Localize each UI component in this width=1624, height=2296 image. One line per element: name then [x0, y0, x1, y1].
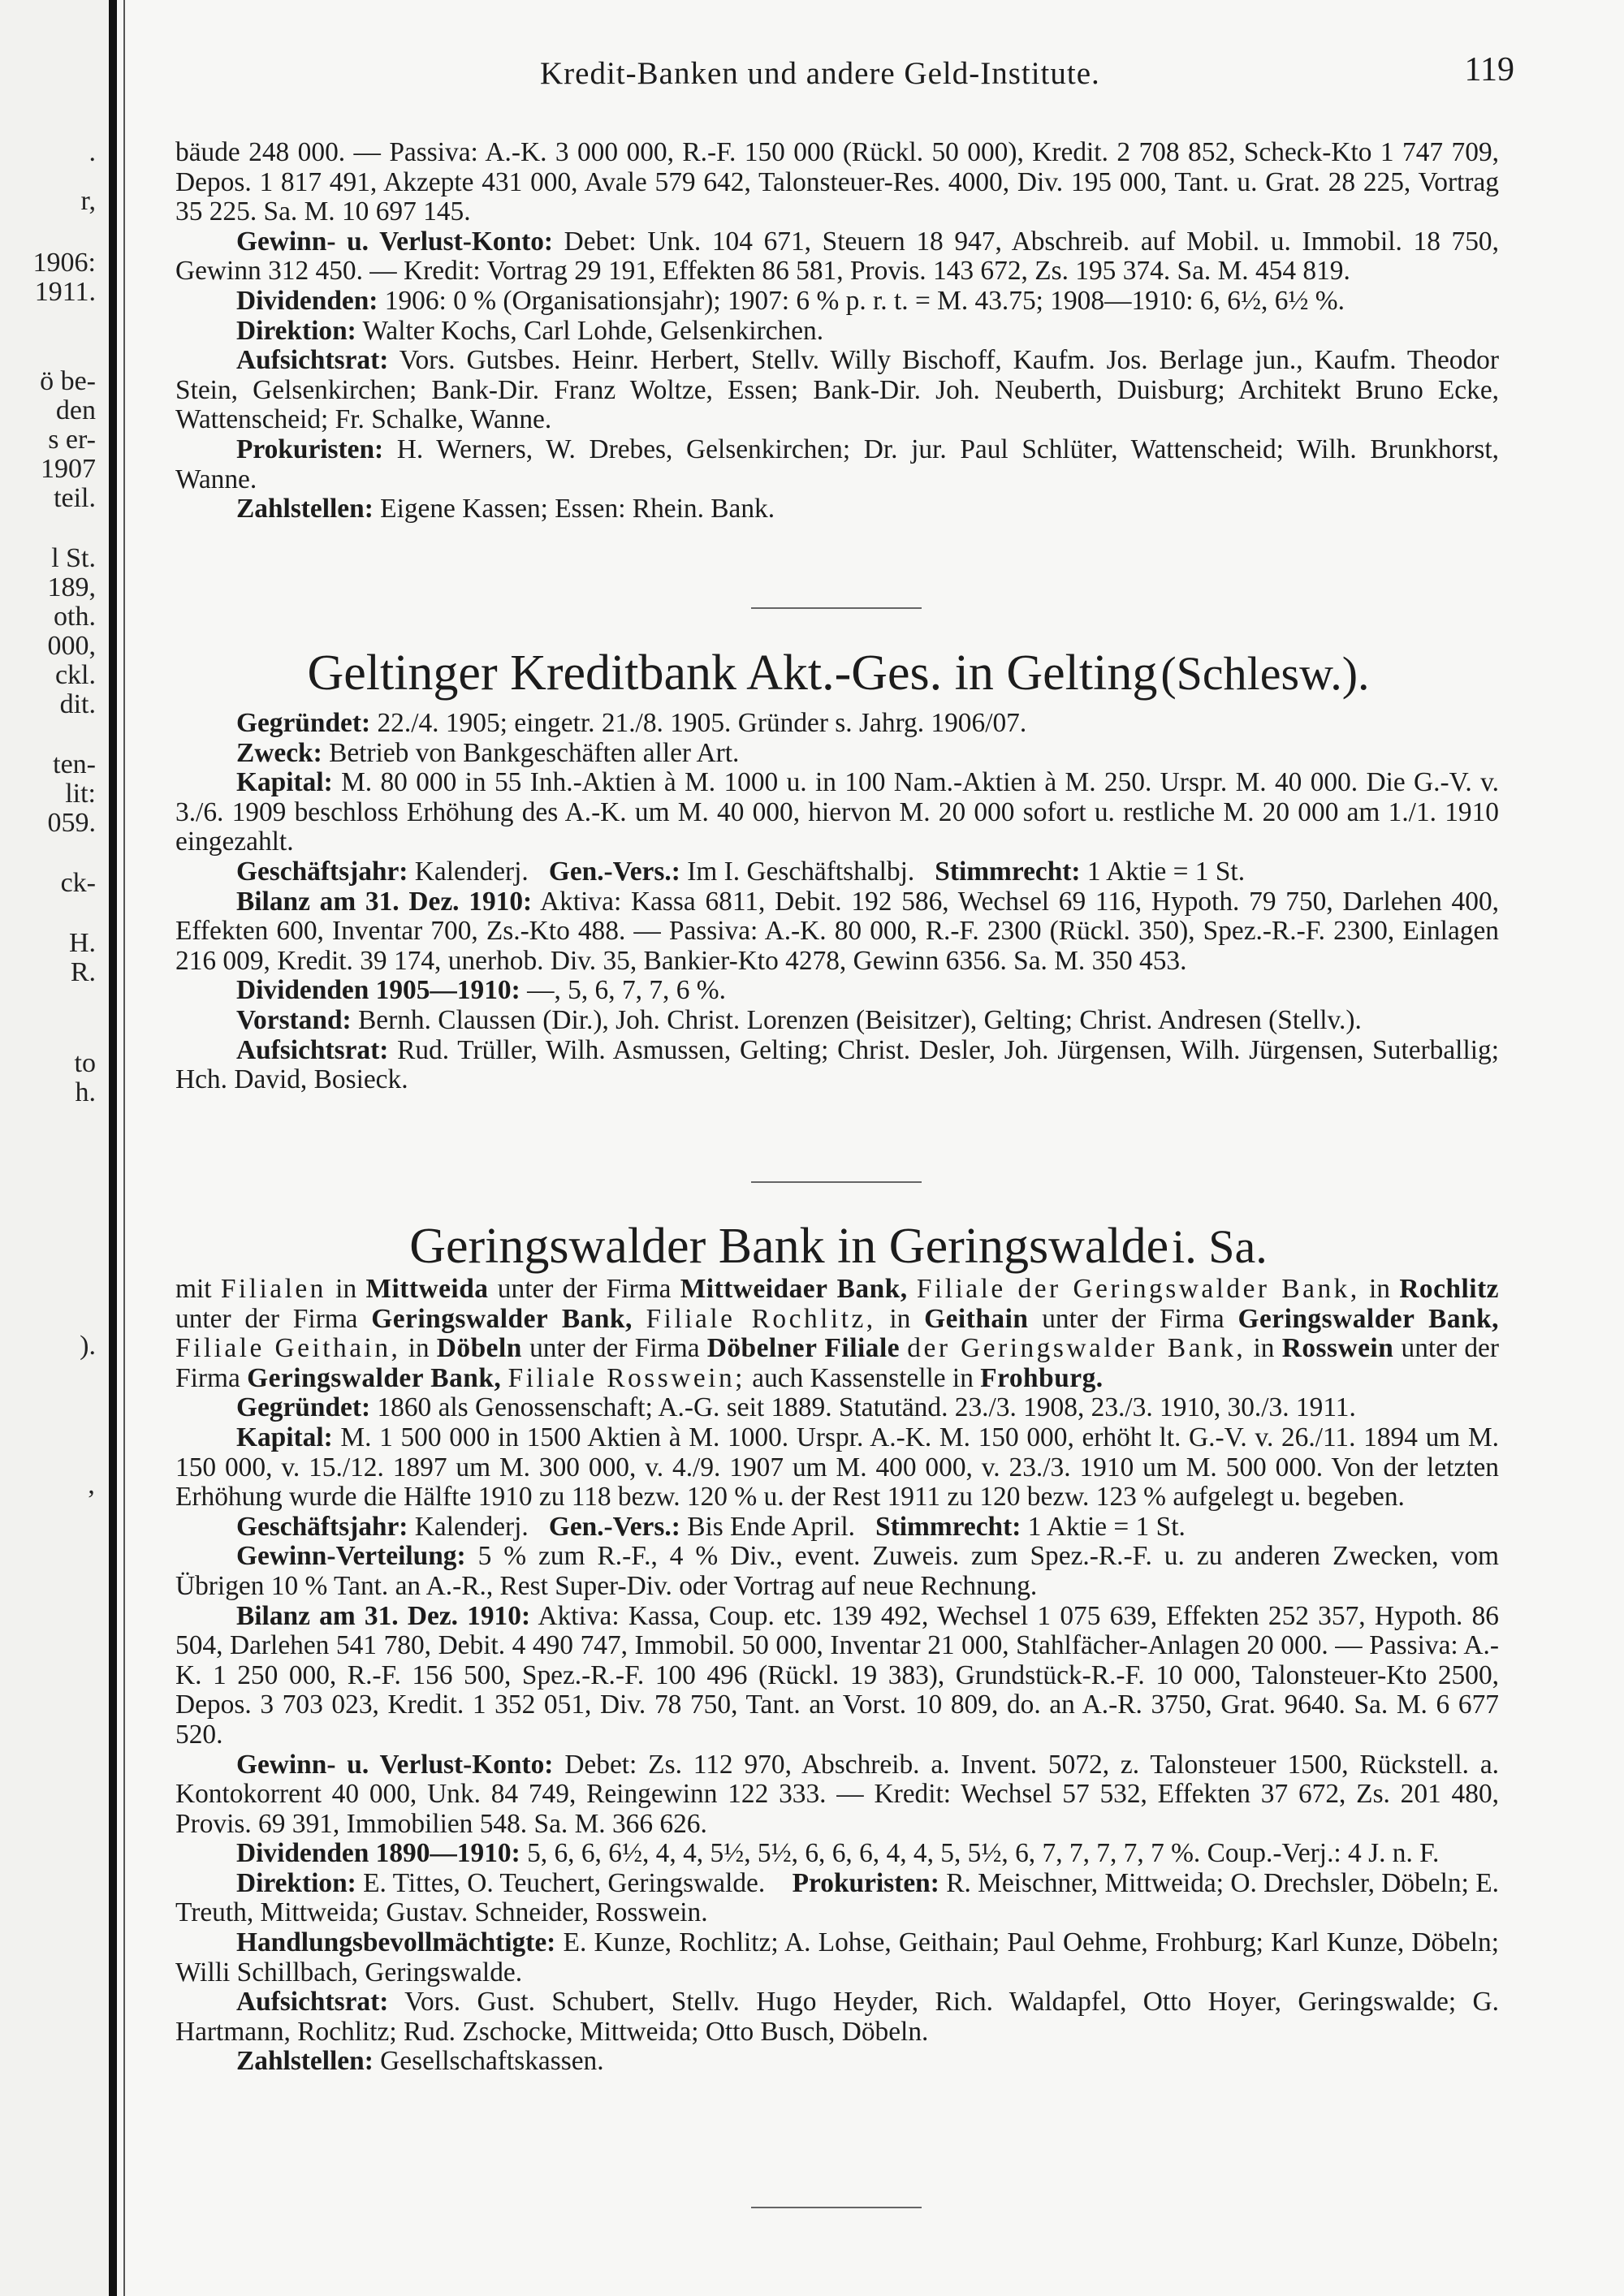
- paying-agents: Zahlstellen: Gesellschaftskassen.: [236, 2046, 604, 2077]
- branches-intro-segment: [908, 1274, 917, 1304]
- adjacent-page-fragment: [0, 0, 114, 2296]
- adjacent-page-text: ö be-: [40, 366, 96, 396]
- branches-intro-segment: Mittweidaer Bank,: [680, 1274, 908, 1304]
- previous-entry-profit-loss: Gewinn- u. Verlust-Konto: Debet: Unk. 104 671, Steuern 18 947, Abschreib. auf Mobil. u. Immobil. 18 750, Gewinn 312 450. — Kredit: Vortrag 29 191, Effekten 86 581, Provis. 143 672, Zs. 195 374. Sa. M. 454 819.: [175, 226, 1499, 287]
- branches-intro-segment: unter der Firma: [1028, 1303, 1238, 1334]
- adjacent-page-text: .: [89, 137, 96, 167]
- adjacent-page-text: 000,: [47, 631, 96, 661]
- branches-intro-segment: Rochlitz: [1399, 1274, 1500, 1304]
- dividends: Dividenden 1905—1910: —, 5, 6, 7, 7, 6 %.: [236, 975, 726, 1006]
- founded: Gegründet: 1860 als Genossenschaft; A.-G. seit 1889. Statutänd. 23./3. 1908, 23./3. 1910, 30./3. 1911.: [236, 1392, 1356, 1423]
- fiscal-year: Geschäftsjahr: Kalenderj. Gen.-Vers.: Im I. Geschäftshalbj. Stimmrecht: 1 Aktie = 1 St.: [236, 856, 1246, 887]
- previous-entry-dividends: Dividenden: 1906: 0 % (Organisationsjahr); 1907: 6 % p. r. t. = M. 43.75; 1908—1910: 6, 6½, 6½ %.: [236, 285, 1345, 316]
- page: [162, 0, 1514, 2296]
- adjacent-page-text: to: [74, 1048, 96, 1078]
- branches-intro-segment: [900, 1333, 907, 1363]
- entry-heading-main: Geringswalder Bank in Geringswalde: [409, 1219, 1169, 1274]
- previous-entry-supervisory-board: Aufsichtsrat: Vors. Gutsbes. Heinr. Herbert, Stellv. Willy Bischoff, Kaufm. Jos. Berlage jun., Kaufm. Theodor Stein, Gelsenkirchen; Bank-Dir. Franz Woltze, Essen; Bank-Dir. Joh. Neuberth, Duisburg; Architekt Bruno Ecke, Wattenscheid; Fr. Schalke, Wanne.: [175, 345, 1499, 435]
- section-divider: [751, 607, 922, 609]
- branches-intro-segment: in: [326, 1274, 366, 1304]
- entry-geltinger: [175, 709, 1499, 1095]
- branches-intro-segment: in: [1246, 1333, 1282, 1364]
- adjacent-page-text: h.: [75, 1077, 96, 1107]
- adjacent-page-text: ).: [80, 1331, 96, 1361]
- branches-intro-segment: unter der Firma: [488, 1274, 680, 1304]
- branches-intro-segment: Geringswalder Bank,: [1237, 1303, 1500, 1334]
- running-head-title: Kredit-Banken und andere Geld-Institute.: [540, 56, 1100, 91]
- branches-intro-segment: [501, 1363, 508, 1393]
- entry-heading-main: Geltinger Kreditbank Akt.-Ges. in Gelting: [307, 645, 1158, 701]
- running-head: [162, 51, 1514, 96]
- adjacent-page-text: R.: [70, 957, 96, 987]
- previous-entry-procurators: Prokuristen: H. Werners, W. Drebes, Gelsenkirchen; Dr. jur. Paul Schlüter, Wattenscheid; Wilh. Brunkhorst, Wanne.: [175, 434, 1499, 494]
- branches-intro-segment: Döbelner Filiale: [706, 1333, 901, 1364]
- section-divider: [751, 1181, 922, 1183]
- supervisory-board: Aufsichtsrat: Vors. Gust. Schubert, Stellv. Hugo Heyder, Rich. Waldapfel, Otto Hoyer, Geringswalde; G. Hartmann, Rochlitz; Rud. Zschocke, Mittweida; Otto Busch, Döbeln.: [175, 1987, 1499, 2047]
- branches-intro-segment: der Geringswalder Bank,: [907, 1333, 1246, 1364]
- section-divider: [751, 2207, 922, 2208]
- branches-intro-segment: Frohburg.: [980, 1362, 1104, 1393]
- entry-heading-suffix: i. Sa.: [1172, 1220, 1268, 1273]
- founded: Gegründet: 22./4. 1905; eingetr. 21./8. 1905. Gründer s. Jahrg. 1906/07.: [236, 708, 1027, 738]
- entry-geringswalder: [175, 1275, 1499, 2077]
- branches-intro-segment: mit: [175, 1274, 221, 1304]
- board: Vorstand: Bernh. Claussen (Dir.), Joh. Christ. Lorenzen (Beisitzer), Gelting; Christ. Andresen (Stellv.).: [236, 1004, 1362, 1035]
- adjacent-page-text: teil.: [54, 483, 96, 513]
- previous-entry-direction: Direktion: Walter Kochs, Carl Lohde, Gelsenkirchen.: [236, 315, 824, 346]
- entry-heading-suffix: (Schlesw.).: [1160, 647, 1370, 700]
- adjacent-page-text: dit.: [59, 689, 96, 719]
- branches-intro-segment: in: [1359, 1274, 1400, 1304]
- branches-intro-segment: Geringswalder Bank,: [371, 1303, 633, 1334]
- balance-sheet: Bilanz am 31. Dez. 1910: Aktiva: Kassa, Coup. etc. 139 492, Wechsel 1 075 639, Effekten 252 357, Hypoth. 86 504, Darlehen 541 780, Debit. 4 490 747, Immobil. 50 000, Inventar 21 000, Stahlfächer-Anlagen 20 000. — Passiva: A.-K. 1 250 000, R.-F. 156 500, Spez.-R.-F. 100 496 (Rückl. 19 383), Grundstück-R.-F. 10 000, Talonsteuer-Kto 2500, Depos. 3 703 023, Kredit. 1 352 051, Div. 78 750, Tant. an Vorst. 10 809, do. an A.-R. 3750, Grat. 9640. Sa. M. 6 677 520.: [175, 1600, 1499, 1750]
- adjacent-page-text: ’: [86, 1485, 96, 1515]
- adjacent-page-text: lit:: [65, 779, 96, 809]
- fiscal-year: Geschäftsjahr: Kalenderj. Gen.-Vers.: Bis Ende April. Stimmrecht: 1 Aktie = 1 St.: [236, 1511, 1186, 1542]
- binding-gutter: [109, 0, 117, 2296]
- branches-intro-segment: unter der Firma: [175, 1333, 1499, 1393]
- branches-intro-segment: unter der Firma: [521, 1333, 707, 1364]
- branches-intro-segment: Filiale Rosswein;: [508, 1362, 745, 1393]
- branches-intro-segment: Mittweida: [365, 1274, 489, 1304]
- branches-intro-segment: Döbeln: [436, 1333, 522, 1364]
- supervisory-board: Aufsichtsrat: Rud. Trüller, Wilh. Asmussen, Gelting; Christ. Desler, Joh. Jürgensen, Wilh. Jürgensen, Suterballig; Hch. David, Bosieck.: [175, 1034, 1499, 1095]
- capital: Kapital: M. 80 000 in 55 Inh.-Aktien à M. 1000 u. in 100 Nam.-Aktien à M. 250. Urspr. M. 40 000. Die G.-V. v. 3./6. 1909 beschloss Erhöhung des A.-K. um M. 40 000, hiervon M. 20 000 sofort u. restliche M. 20 000 am 1./1. 1910 eingezahlt.: [175, 767, 1499, 857]
- branches-intro-segment: auch Kassenstelle in: [745, 1362, 981, 1393]
- previous-entry-paying-agents: Zahlstellen: Eigene Kassen; Essen: Rhein. Bank.: [236, 494, 775, 524]
- binding-gutter-line: [123, 0, 125, 2296]
- adjacent-page-text: ck-: [60, 868, 96, 898]
- previous-entry-balance: bäude 248 000. — Passiva: A.-K. 3 000 000, R.-F. 150 000 (Rückl. 50 000), Kredit. 2 708 852, Scheck-Kto 1 747 709, Depos. 1 817 491, Akzepte 431 000, Avale 579 642, Talonsteuer-Res. 4000, Div. 195 000, Tant. u. Grat. 28 225, Vortrag 35 225. Sa. M. 10 697 145.: [175, 137, 1499, 227]
- adjacent-page-text: 1907: [41, 454, 96, 484]
- capital: Kapital: M. 1 500 000 in 1500 Aktien à M. 1000. Urspr. A.-K. M. 150 000, erhöht lt. G.-V. v. 26./11. 1894 um M. 150 000, v. 15./12. 1897 um M. 300 000, v. 4./9. 1907 um M. 400 000, v. 23./3. 1910 um M. 500 000. Von der letzten Erhöhung wurde die Hälfte 1910 zu 118 bezw. 120 % u. der Rest 1911 zu 120 bezw. 123 % aufgelegt u. begeben.: [175, 1422, 1499, 1513]
- branches-intro-segment: Rosswein: [1281, 1333, 1394, 1364]
- page-number: 119: [1464, 51, 1514, 88]
- adjacent-page-text: H.: [68, 928, 96, 958]
- branches-intro-segment: Filiale Rochlitz,: [646, 1303, 876, 1334]
- profit-distribution: Gewinn-Verteilung: 5 % zum R.-F., 4 % Div., event. Zuweis. zum Spez.-R.-F. u. zu anderen Zwecken, vom Übrigen 10 % Tant. an A.-R., Rest Super-Div. oder Vortrag auf neue Rechnung.: [175, 1541, 1499, 1601]
- previous-entry: [175, 138, 1499, 524]
- adjacent-page-text: r,: [80, 186, 96, 216]
- purpose: Zweck: Betrieb von Bankgeschäften aller Art.: [236, 737, 740, 768]
- adjacent-page-text: 1906:: [32, 248, 96, 278]
- profit-loss-account: Gewinn- u. Verlust-Konto: Debet: Zs. 112 970, Abschreib. a. Invent. 5072, z. Talonsteuer 1500, Rückstell. a. Kontokorrent 40 000, Unk. 84 749, Reingewinn 122 333. — Kredit: Wechsel 57 532, Effekten 37 672, Zs. 201 480, Provis. 69 391, Immobilien 548. Sa. M. 366 626.: [175, 1749, 1499, 1839]
- adjacent-page-text: ten-: [53, 749, 96, 779]
- branches-intro-segment: [633, 1304, 646, 1334]
- branches-intro-segment: Filiale der Geringswalder Bank,: [916, 1274, 1360, 1304]
- branches-intro: [175, 1275, 1499, 1393]
- direction-and-procurators: Direktion: E. Tittes, O. Teuchert, Geringswalde. Prokuristen: R. Meischner, Mittweida; O. Drechsler, Döbeln; E. Treuth, Mittweida; Gustav. Schneider, Rosswein.: [175, 1867, 1499, 1928]
- adjacent-page-text: oth.: [54, 602, 96, 632]
- adjacent-page-text: ckl.: [54, 660, 96, 690]
- adjacent-page-text: 1911.: [34, 277, 96, 307]
- branches-intro-segment: in: [875, 1303, 925, 1334]
- branches-intro-segment: Geringswalder Bank,: [247, 1362, 502, 1393]
- dividends: Dividenden 1890—1910: 5, 6, 6, 6½, 4, 4, 5½, 5½, 6, 6, 6, 4, 4, 5, 5½, 6, 7, 7, 7, 7, 7 %. Coup.-Verj.: 4 J. n. F.: [236, 1838, 1440, 1869]
- entry-heading-geltinger: [162, 645, 1514, 702]
- adjacent-page-text: l St.: [51, 543, 96, 573]
- branches-intro-segment: Geithain: [924, 1303, 1029, 1334]
- branches-intro-segment: Filialen: [220, 1274, 326, 1304]
- balance-sheet: Bilanz am 31. Dez. 1910: Aktiva: Kassa 6811, Debit. 192 586, Wechsel 69 116, Hypoth. 79 750, Darlehen 400, Effekten 600, Inventar 700, Zs.-Kto 488. — Passiva: A.-K. 80 000, R.-F. 2300 (Rückl. 350), Spez.-R.-F. 2300, Einlagen 216 009, Kredit. 39 174, unerhob. Div. 35, Bankier-Kto 4278, Gewinn 6356. Sa. M. 350 453.: [175, 886, 1499, 976]
- entry-heading-geringswalder: [162, 1218, 1514, 1275]
- adjacent-page-text: 059.: [47, 808, 96, 838]
- adjacent-page-text: den: [55, 395, 96, 425]
- adjacent-page-text: s er-: [48, 425, 96, 455]
- branches-intro-segment: Filiale Geithain,: [175, 1333, 401, 1364]
- authorized-agents: Handlungsbevollmächtigte: E. Kunze, Rochlitz; A. Lohse, Geithain; Paul Oehme, Frohburg; Karl Kunze, Döbeln; Willi Schillbach, Geringswalde.: [175, 1927, 1499, 1987]
- branches-intro-segment: in: [400, 1333, 437, 1364]
- adjacent-page-text: 189,: [47, 572, 96, 602]
- branches-intro-segment: unter der Firma: [175, 1303, 372, 1334]
